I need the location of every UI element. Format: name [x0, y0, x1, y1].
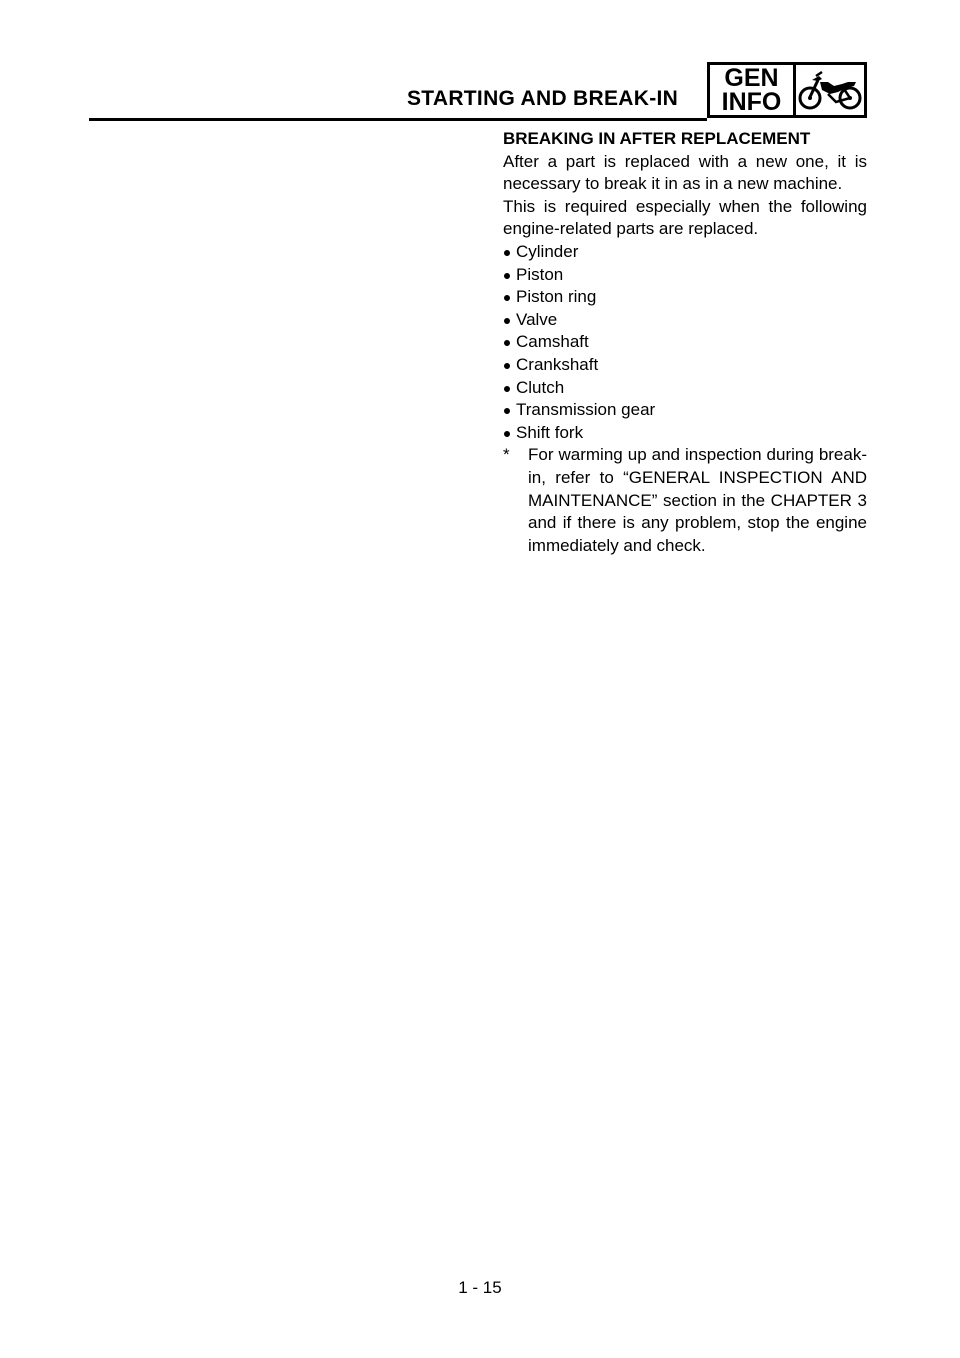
- list-item: Camshaft: [503, 331, 867, 354]
- list-item: Clutch: [503, 377, 867, 400]
- gen-info-badge: [707, 62, 867, 118]
- header-rule: [89, 118, 707, 121]
- list-item: Cylinder: [503, 241, 867, 264]
- list-item: Valve: [503, 309, 867, 332]
- note-text: For warming up and inspection during break-in, refer to “GENERAL INSPECTION AND MAINTENANCE” section in the CHAPTER 3 and if there is any problem, stop the engine immediately and check.: [528, 445, 867, 555]
- badge-line-info: INFO: [721, 88, 782, 116]
- list-item: Piston ring: [503, 286, 867, 309]
- paragraph: This is required especially when the following engine-related parts are replaced.: [503, 196, 867, 239]
- page-title: STARTING AND BREAK-IN: [407, 87, 679, 110]
- content-column: [503, 128, 867, 557]
- list-item: Shift fork: [503, 422, 867, 445]
- note-marker: *: [503, 445, 510, 465]
- section-heading: BREAKING IN AFTER REPLACEMENT: [503, 129, 811, 148]
- list-item: Piston: [503, 264, 867, 287]
- list-item: Transmission gear: [503, 399, 867, 422]
- note: [503, 444, 867, 557]
- paragraph: After a part is replaced with a new one, it is necessary to break it in as in a new machine.: [503, 151, 867, 194]
- motorcycle-icon: [796, 65, 864, 115]
- parts-list: [503, 241, 867, 444]
- list-item: Crankshaft: [503, 354, 867, 377]
- gen-info-label: [710, 65, 796, 115]
- page-number: 1 - 15: [458, 1278, 502, 1297]
- badge-line-gen: GEN: [724, 64, 779, 92]
